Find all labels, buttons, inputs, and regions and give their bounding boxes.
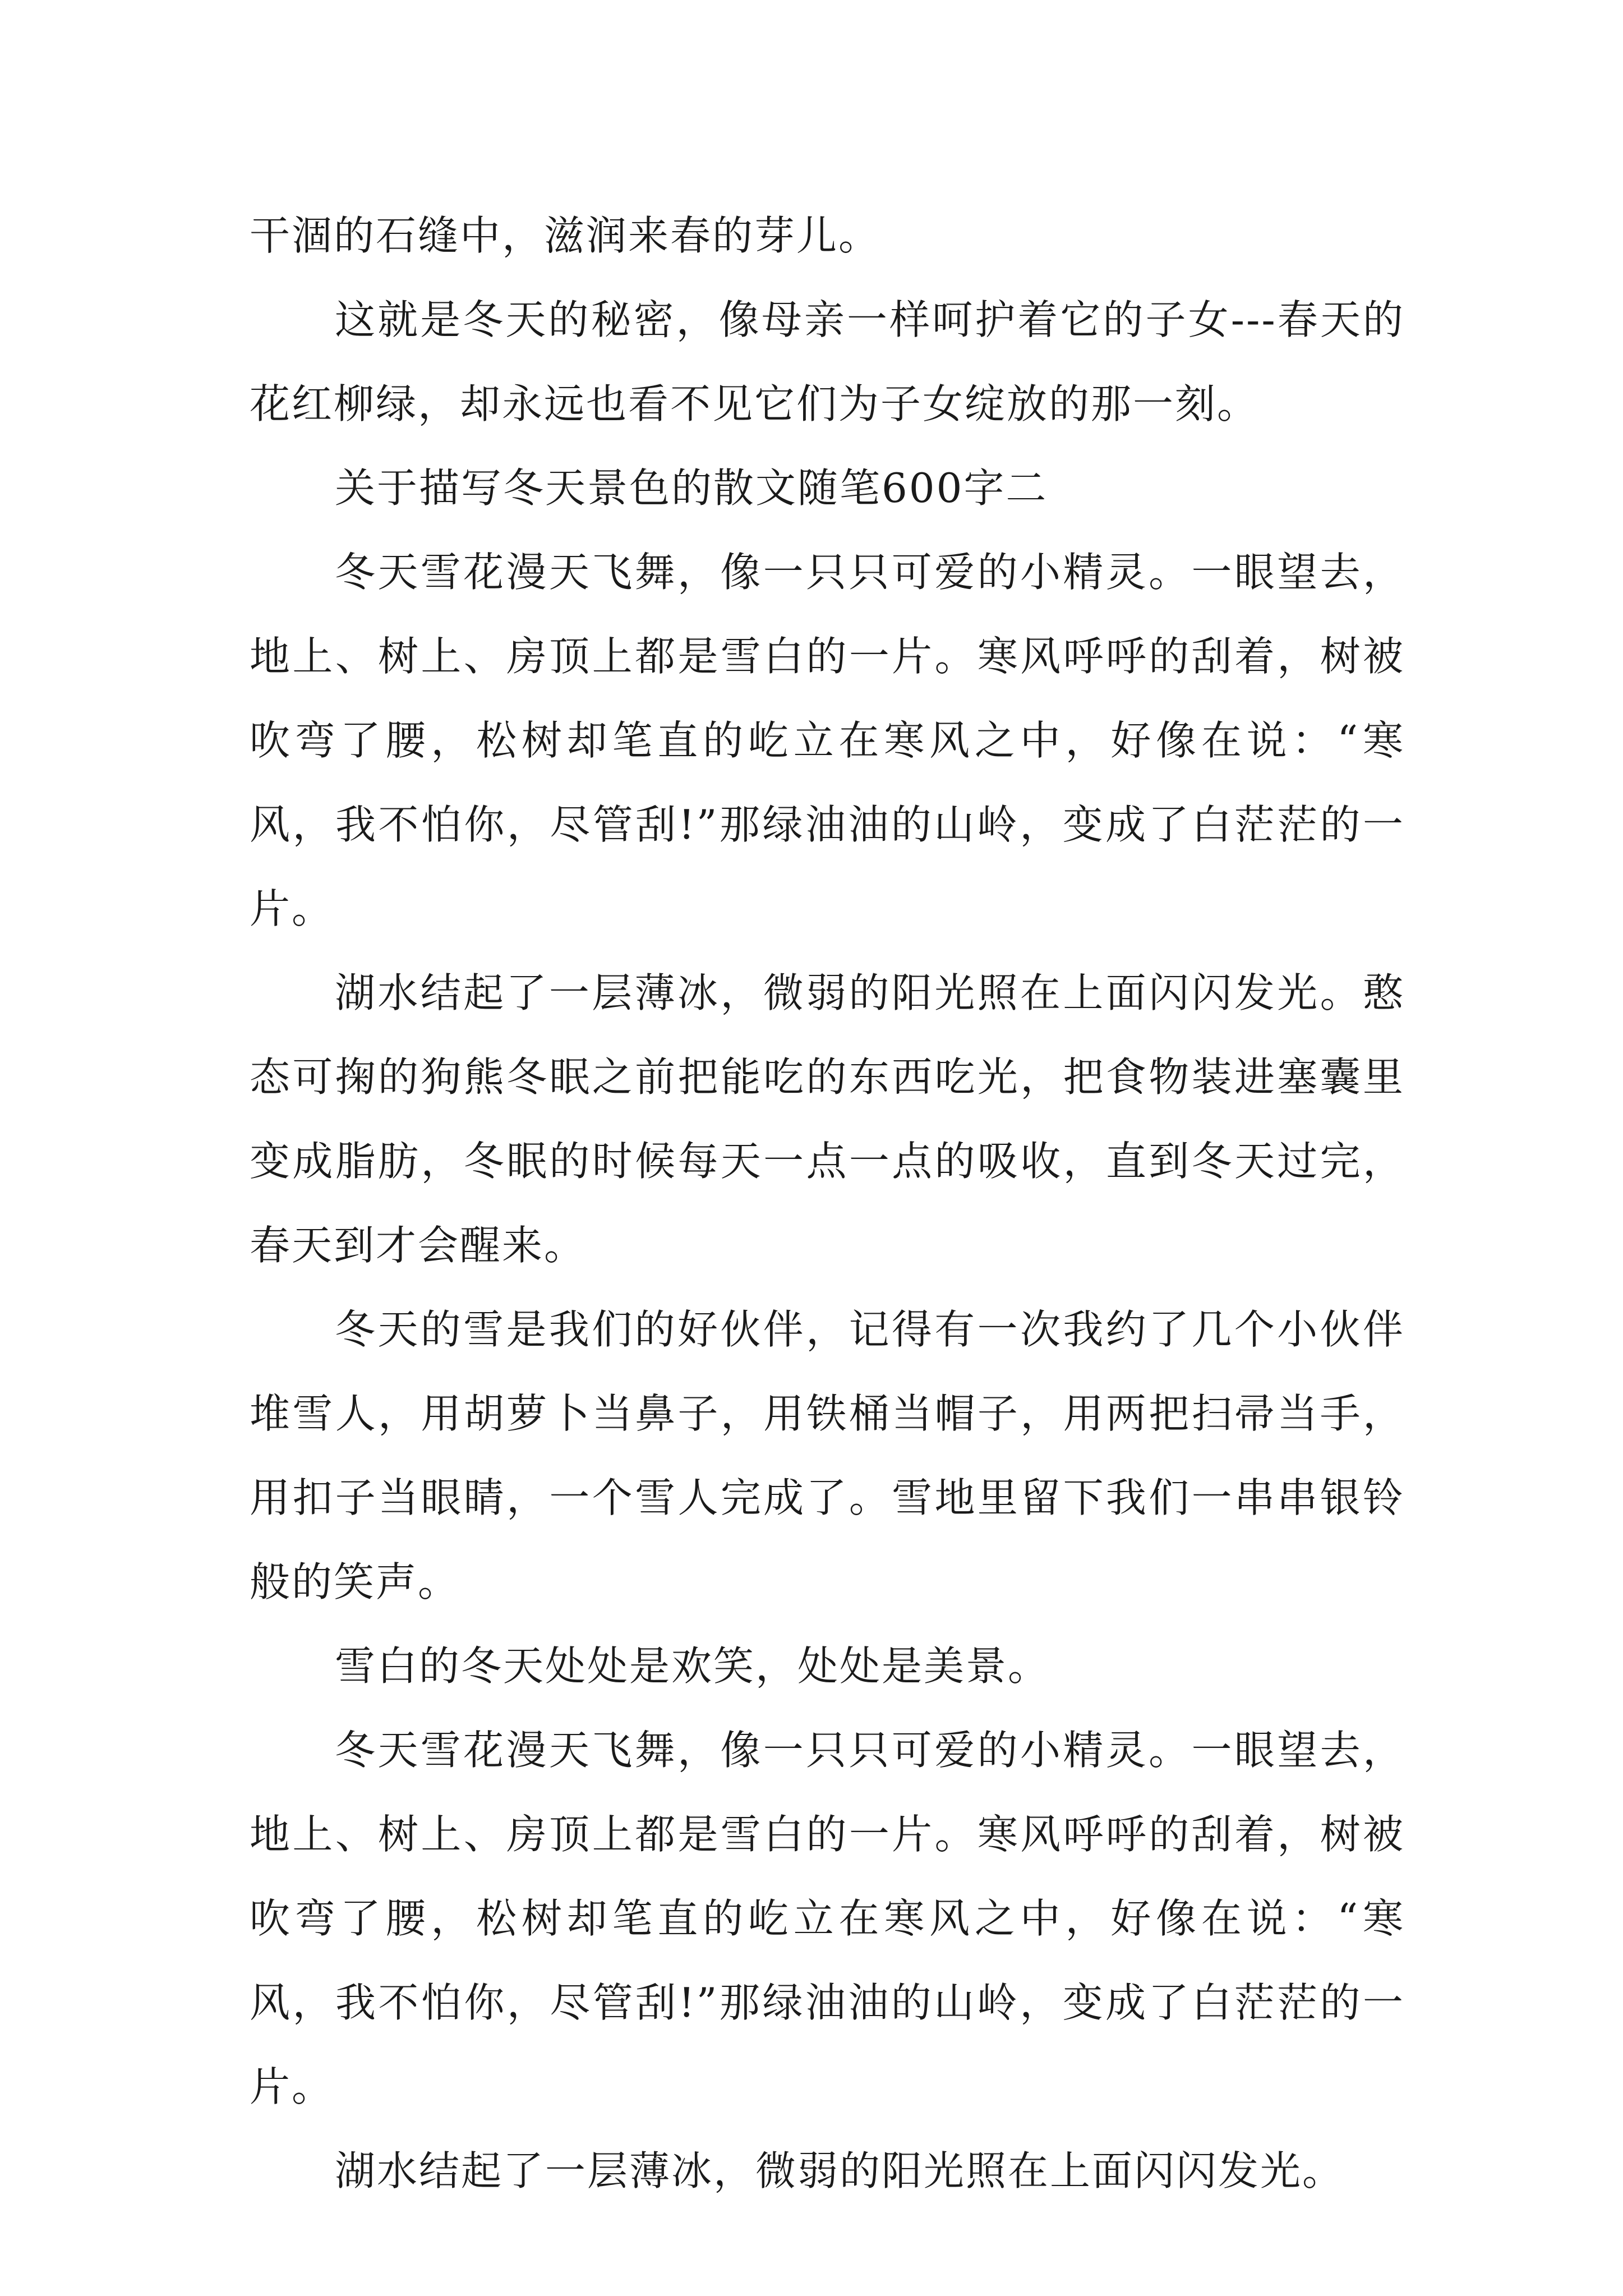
paragraph-continuation: 干涸的石缝中，滋润来春的芽儿。 bbox=[250, 212, 881, 259]
paragraph-snowflakes: 冬天雪花漫天飞舞，像一只只可爱的小精灵。一眼望去，地上、树上、房顶上都是雪白的一片。寒风呼呼的刮着，树被吹弯了腰，松树却笔直的屹立在寒风之中，好像在说：“寒风，我不怕你，尽管刮!”那绿油油的山岭，变成了白茫茫的一片。 bbox=[250, 549, 1405, 932]
paragraph-lake-repeat: 湖水结起了一层薄冰，微弱的阳光照在上面闪闪发光。 bbox=[335, 2147, 1345, 2194]
section-heading: 关于描写冬天景色的散文随笔600字二 bbox=[335, 464, 1048, 512]
document-body bbox=[250, 194, 1405, 2213]
paragraph-winter-secret: 这就是冬天的秘密，像母亲一样呵护着它的子女---春天的花红柳绿，却永远也看不见它们为子女绽放的那一刻。 bbox=[250, 296, 1405, 427]
paragraph-joy: 雪白的冬天处处是欢笑，处处是美景。 bbox=[335, 1642, 1050, 1690]
paragraph-snowman: 冬天的雪是我们的好伙伴，记得有一次我约了几个小伙伴堆雪人，用胡萝卜当鼻子，用铁桶当帽子，用两把扫帚当手，用扣子当眼睛，一个雪人完成了。雪地里留下我们一串串银铃般的笑声。 bbox=[250, 1306, 1405, 1605]
paragraph-lake-bear: 湖水结起了一层薄冰，微弱的阳光照在上面闪闪发光。憨态可掬的狗熊冬眠之前把能吃的东西吃光，把食物装进塞囊里变成脂肪，冬眠的时候每天一点一点的吸收，直到冬天过完，春天到才会醒来。 bbox=[250, 969, 1405, 1269]
paragraph-snowflakes-repeat: 冬天雪花漫天飞舞，像一只只可爱的小精灵。一眼望去，地上、树上、房顶上都是雪白的一片。寒风呼呼的刮着，树被吹弯了腰，松树却笔直的屹立在寒风之中，好像在说：“寒风，我不怕你，尽管刮!”那绿油油的山岭，变成了白茫茫的一片。 bbox=[250, 1727, 1405, 2110]
